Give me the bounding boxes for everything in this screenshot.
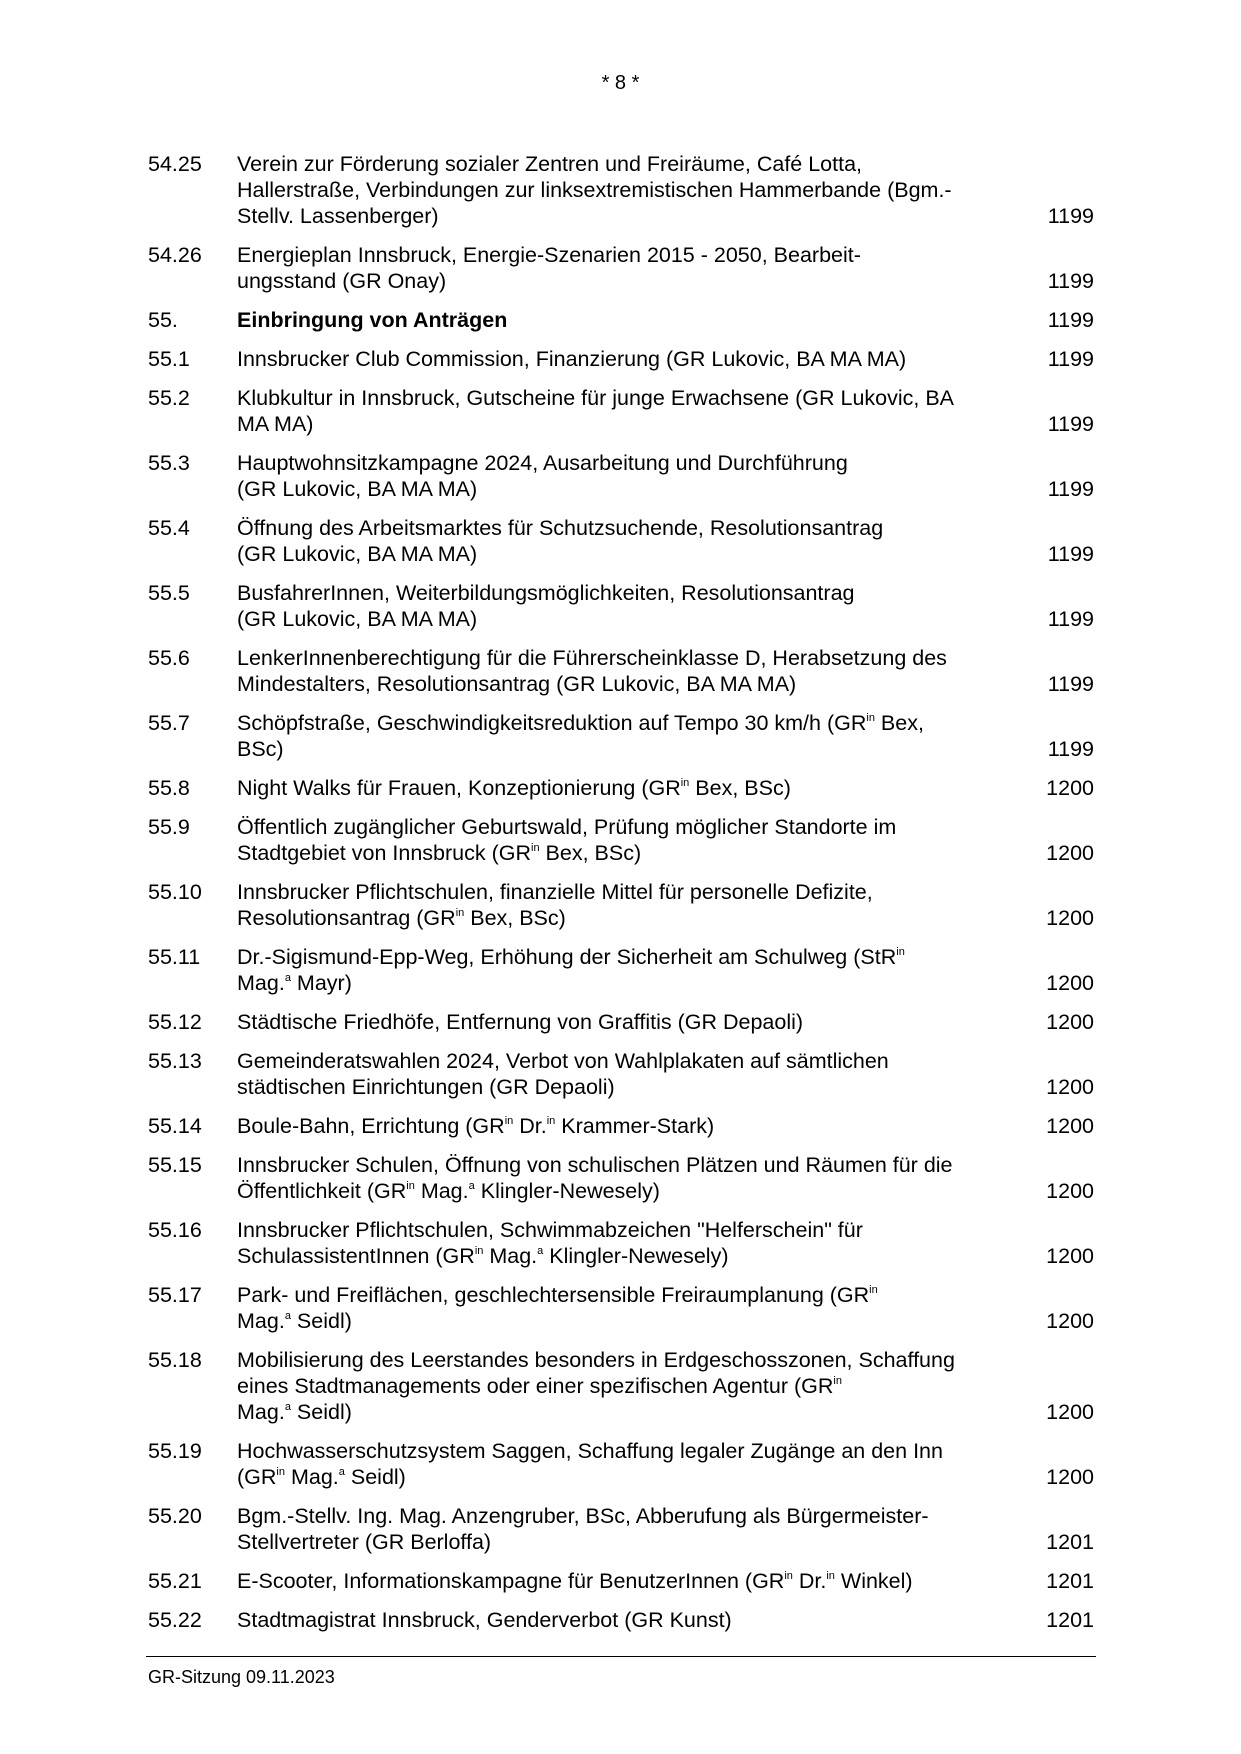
title-text: Stadtgebiet von Innsbruck (GR [237, 841, 531, 865]
entry-number: 55.1 [148, 347, 190, 371]
entry-page-number: 1200 [1046, 971, 1094, 995]
entry-page-number: 1199 [1047, 542, 1094, 566]
entry-page-number: 1200 [1046, 1179, 1094, 1203]
entry-page-number: 1201 [1046, 1530, 1094, 1554]
toc-entry [148, 151, 1094, 229]
entry-title [237, 346, 1024, 372]
toc-entry [148, 450, 1094, 502]
title-text: Einbringung von Anträgen [237, 308, 508, 332]
entry-number: 55.14 [148, 1114, 202, 1138]
title-text: Hauptwohnsitzkampagne 2024, Ausarbeitung und Durchführung [237, 451, 848, 475]
entry-title [237, 1503, 1024, 1555]
entry-page-number: 1200 [1046, 776, 1094, 800]
title-text: Boule-Bahn, Errichtung (GR [237, 1114, 505, 1138]
title-text: Mindestalters, Resolutionsantrag (GR Lukovic, BA MA MA) [237, 672, 797, 696]
page-number: * 8 * [601, 72, 640, 94]
title-text: Mag. [483, 1244, 538, 1268]
title-text: Hallerstraße, Verbindungen zur linksextremistischen Hammerbande (Bgm.- [237, 178, 952, 202]
entry-number: 55.17 [148, 1283, 202, 1307]
entry-number: 55.13 [148, 1049, 202, 1073]
toc-entry [148, 1152, 1094, 1204]
entry-page-number: 1200 [1046, 1465, 1094, 1489]
toc-entry [148, 1438, 1094, 1490]
table-of-contents [148, 151, 1094, 1646]
title-text: Bex, BSc) [689, 776, 791, 800]
title-superscript: a [537, 1245, 544, 1257]
entry-title [237, 944, 1024, 996]
entry-page-number: 1199 [1047, 477, 1094, 501]
toc-entry [148, 307, 1094, 333]
entry-page-number: 1199 [1047, 308, 1094, 332]
title-text: Seidl) [344, 1465, 406, 1489]
entry-page-number: 1200 [1046, 1400, 1094, 1424]
entry-number: 55.21 [148, 1569, 202, 1593]
entry-page-number: 1199 [1047, 269, 1094, 293]
title-text: Dr.-Sigismund-Epp-Weg, Erhöhung der Sicherheit am Schulweg (StR [237, 945, 897, 969]
entry-title [237, 645, 1024, 697]
entry-title [237, 1152, 1024, 1204]
entry-title [237, 307, 1024, 333]
title-text: (GR Lukovic, BA MA MA) [237, 542, 478, 566]
entry-number: 55.15 [148, 1153, 202, 1177]
entry-page-number: 1200 [1046, 1309, 1094, 1333]
title-text: (GR Lukovic, BA MA MA) [237, 607, 478, 631]
entry-title [237, 1217, 1024, 1269]
title-text: Park- und Freiflächen, geschlechtersensible Freiraumplanung (GR [237, 1283, 870, 1307]
title-superscript: a [338, 1466, 345, 1478]
title-text: Öffentlich zugänglicher Geburtswald, Prüfung möglicher Standorte im [237, 815, 897, 839]
title-text: Bgm.-Stellv. Ing. Mag. Anzengruber, BSc, Abberufung als Bürgermeister- [237, 1504, 929, 1528]
toc-entry [148, 580, 1094, 632]
entry-title [237, 814, 1024, 866]
toc-entry [148, 385, 1094, 437]
toc-entry [148, 710, 1094, 762]
title-text: Klingler-Newesely) [543, 1244, 729, 1268]
title-text: städtischen Einrichtungen (GR Depaoli) [237, 1075, 615, 1099]
title-text: Seidl) [290, 1400, 352, 1424]
title-text: Mag. [237, 1400, 285, 1424]
toc-entry [148, 814, 1094, 866]
entry-number: 54.26 [148, 243, 202, 267]
title-text: Schöpfstraße, Geschwindigkeitsreduktion auf Tempo 30 km/h (GR [237, 711, 867, 735]
entry-number: 55.3 [148, 451, 190, 475]
entry-number: 55.12 [148, 1010, 202, 1034]
title-superscript: in [866, 712, 875, 724]
title-superscript: in [869, 1284, 878, 1296]
entry-number: 55.4 [148, 516, 190, 540]
entry-number: 55.6 [148, 646, 190, 670]
title-text: Innsbrucker Club Commission, Finanzierung (GR Lukovic, BA MA MA) [237, 347, 907, 371]
title-text: Verein zur Förderung sozialer Zentren und Freiräume, Café Lotta, [237, 152, 863, 176]
title-text: SchulassistentInnen (GR [237, 1244, 475, 1268]
title-superscript: in [680, 777, 690, 789]
title-superscript: a [284, 1401, 291, 1413]
entry-title [237, 151, 1024, 229]
toc-entry [148, 775, 1094, 801]
toc-entry [148, 645, 1094, 697]
title-text: Mobilisierung des Leerstandes besonders in Erdgeschosszonen, Schaffung [237, 1348, 955, 1372]
title-text: Klubkultur in Innsbruck, Gutscheine für junge Erwachsene (GR Lukovic, BA [237, 386, 955, 410]
title-text: (GR [237, 1465, 277, 1489]
title-superscript: in [406, 1180, 415, 1192]
title-text: E-Scooter, Informationskampagne für BenutzerInnen (GR [237, 1569, 785, 1593]
toc-entry [148, 1113, 1094, 1139]
entry-page-number: 1200 [1046, 1075, 1094, 1099]
title-text: Stellvertreter (GR Berloffa) [237, 1530, 492, 1554]
entry-title [237, 385, 1024, 437]
title-superscript: a [284, 972, 291, 984]
entry-number: 55. [148, 308, 178, 332]
entry-number: 54.25 [148, 152, 202, 176]
toc-entry [148, 1282, 1094, 1334]
title-superscript: in [826, 1570, 835, 1582]
title-text: Seidl) [290, 1309, 352, 1333]
title-text: Bex, BSc) [464, 906, 566, 930]
title-superscript: in [276, 1466, 285, 1478]
toc-entry [148, 515, 1094, 567]
title-text: Öffnung des Arbeitsmarktes für Schutzsuchende, Resolutionsantrag [237, 516, 884, 540]
title-text: Stellv. Lassenberger) [237, 204, 439, 228]
title-superscript: in [833, 1375, 842, 1387]
entry-page-number: 1199 [1047, 672, 1094, 696]
title-text: Dr. [792, 1569, 827, 1593]
title-text: Mag. [414, 1179, 469, 1203]
entry-number: 55.9 [148, 815, 190, 839]
entry-number: 55.10 [148, 880, 202, 904]
entry-number: 55.22 [148, 1608, 202, 1632]
title-superscript: in [896, 946, 905, 958]
entry-page-number: 1201 [1046, 1569, 1094, 1593]
title-superscript: in [474, 1245, 484, 1257]
entry-number: 55.20 [148, 1504, 202, 1528]
toc-entry [148, 1568, 1094, 1594]
title-text: LenkerInnenberechtigung für die Führerscheinklasse D, Herabsetzung des [237, 646, 947, 670]
title-superscript: in [455, 907, 465, 919]
title-text: BusfahrerInnen, Weiterbildungsmöglichkeiten, Resolutionsantrag [237, 581, 855, 605]
entry-page-number: 1200 [1046, 1244, 1094, 1268]
title-text: Bex, [874, 711, 924, 735]
entry-number: 55.5 [148, 581, 190, 605]
title-text: Klingler-Newesely) [474, 1179, 660, 1203]
entry-page-number: 1199 [1047, 347, 1094, 371]
entry-page-number: 1199 [1047, 412, 1094, 436]
entry-number: 55.7 [148, 711, 190, 735]
title-superscript: in [546, 1115, 556, 1127]
entry-title [237, 1607, 1024, 1633]
entry-title [237, 879, 1024, 931]
title-text: Stadtmagistrat Innsbruck, Genderverbot (GR Kunst) [237, 1608, 732, 1632]
toc-entry [148, 242, 1094, 294]
entry-title [237, 1282, 1024, 1334]
title-text: BSc) [237, 737, 284, 761]
title-text: Energieplan Innsbruck, Energie-Szenarien 2015 - 2050, Bearbeit- [237, 243, 861, 267]
toc-entry [148, 346, 1094, 372]
title-text: ungsstand (GR Onay) [237, 269, 447, 293]
entry-page-number: 1200 [1046, 1114, 1094, 1138]
entry-number: 55.16 [148, 1218, 202, 1242]
entry-title [237, 242, 1024, 294]
toc-entry [148, 1217, 1094, 1269]
title-superscript: a [468, 1180, 475, 1192]
title-text: Öffentlichkeit (GR [237, 1179, 407, 1203]
entry-title [237, 1113, 1024, 1139]
title-superscript: in [531, 842, 540, 854]
toc-entry [148, 1503, 1094, 1555]
entry-page-number: 1201 [1046, 1608, 1094, 1632]
entry-page-number: 1199 [1047, 204, 1094, 228]
title-text: Gemeinderatswahlen 2024, Verbot von Wahlplakaten auf sämtlichen [237, 1049, 889, 1073]
entry-number: 55.8 [148, 776, 190, 800]
title-text: eines Stadtmanagements oder einer spezifischen Agentur (GR [237, 1374, 834, 1398]
title-text: Mag. [237, 1309, 285, 1333]
entry-title [237, 580, 1024, 632]
title-superscript: a [284, 1310, 291, 1322]
entry-page-number: 1200 [1046, 1010, 1094, 1034]
title-text: Dr. [513, 1114, 547, 1138]
title-text: Mag. [284, 1465, 339, 1489]
entry-page-number: 1199 [1047, 737, 1094, 761]
title-text: Krammer-Stark) [555, 1114, 715, 1138]
title-text: Mag. [237, 971, 285, 995]
entry-title [237, 1347, 1024, 1425]
entry-number: 55.18 [148, 1348, 202, 1372]
title-text: Bex, BSc) [539, 841, 642, 865]
toc-entry [148, 1607, 1094, 1633]
toc-entry [148, 1347, 1094, 1425]
title-text: MA MA) [237, 412, 314, 436]
toc-entry [148, 1009, 1094, 1035]
footer-divider [146, 1656, 1096, 1657]
entry-title [237, 450, 1024, 502]
entry-title [237, 515, 1024, 567]
entry-title [237, 1568, 1024, 1594]
title-text: Mayr) [290, 971, 352, 995]
title-text: Hochwasserschutzsystem Saggen, Schaffung legaler Zugänge an den Inn [237, 1439, 943, 1463]
title-text: Night Walks für Frauen, Konzeptionierung (GR [237, 776, 681, 800]
entry-title [237, 1009, 1024, 1035]
toc-entry [148, 944, 1094, 996]
footer-session-date: GR-Sitzung 09.11.2023 [148, 1667, 335, 1687]
entry-title [237, 1438, 1024, 1490]
title-text: Innsbrucker Schulen, Öffnung von schulischen Plätzen und Räumen für die [237, 1153, 953, 1177]
entry-title [237, 775, 1024, 801]
title-text: Städtische Friedhöfe, Entfernung von Graffitis (GR Depaoli) [237, 1010, 804, 1034]
toc-entry [148, 879, 1094, 931]
title-superscript: in [504, 1115, 514, 1127]
title-text: Innsbrucker Pflichtschulen, Schwimmabzeichen "Helferschein" für [237, 1218, 863, 1242]
entry-number: 55.11 [148, 945, 201, 969]
entry-page-number: 1200 [1046, 906, 1094, 930]
title-superscript: in [784, 1570, 793, 1582]
title-text: Innsbrucker Pflichtschulen, finanzielle Mittel für personelle Defizite, [237, 880, 873, 904]
title-text: Resolutionsantrag (GR [237, 906, 456, 930]
title-text: (GR Lukovic, BA MA MA) [237, 477, 478, 501]
entry-page-number: 1199 [1047, 607, 1094, 631]
entry-page-number: 1200 [1046, 841, 1094, 865]
title-text: Winkel) [834, 1569, 913, 1593]
entry-number: 55.19 [148, 1439, 202, 1463]
entry-title [237, 1048, 1024, 1100]
entry-number: 55.2 [148, 386, 190, 410]
toc-entry [148, 1048, 1094, 1100]
entry-title [237, 710, 1024, 762]
